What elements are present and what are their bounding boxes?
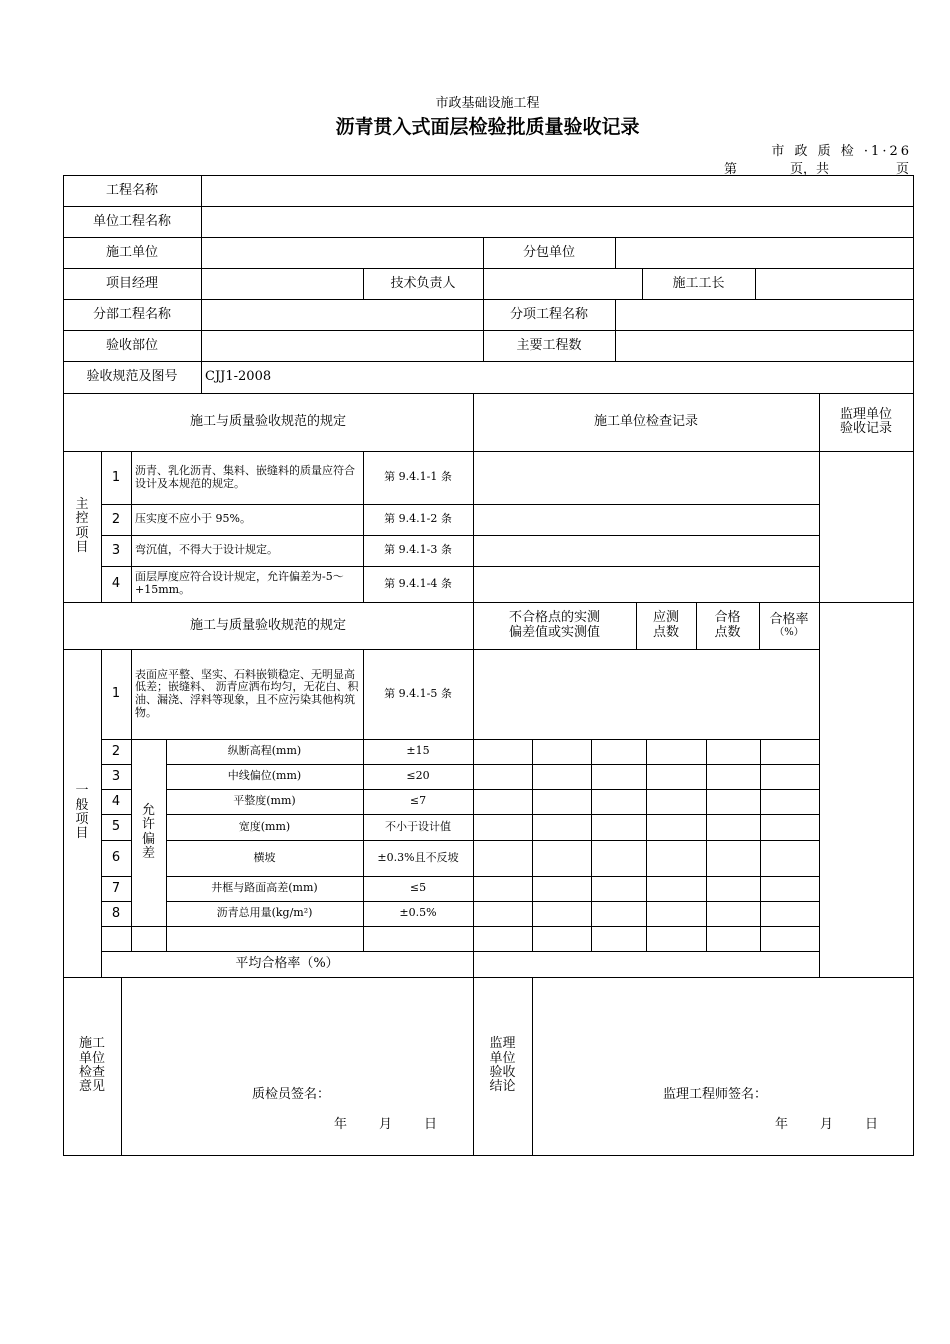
mc-item-2-text: 压实度不应小于 95%。 bbox=[131, 504, 364, 536]
gen-item-1-text: 表面应平整、坚实、石料嵌锁稳定、无明显高低差；嵌缝料、 沥青应洒布均匀，无花白、积 油、漏浇、浮料等现象，且不应污染其他构筑物。 bbox=[131, 649, 364, 740]
supervisor-label-line-3: 验收 bbox=[489, 1065, 516, 1080]
tolerance-char-1: 允 bbox=[141, 802, 155, 818]
avg-pass-rate-value[interactable] bbox=[473, 951, 820, 978]
tol-row-measure-cell[interactable] bbox=[532, 876, 592, 902]
gen-pass-points-line-1: 合格 bbox=[714, 610, 741, 626]
tol-row-measure-cell[interactable] bbox=[759, 876, 820, 902]
tol-row-no: 8 bbox=[101, 901, 132, 927]
tol-row-no: 7 bbox=[101, 876, 132, 902]
tol-row-measure-cell[interactable] bbox=[759, 789, 820, 815]
mc-item-1-clause: 第 9.4.1-1 条 bbox=[363, 451, 474, 505]
mc-item-4-text: 面层厚度应符合设计规定，允许偏差为-5～+15mm。 bbox=[131, 566, 364, 603]
mc-item-1-record[interactable] bbox=[473, 451, 820, 505]
tol-row-measure-cell[interactable] bbox=[473, 739, 533, 765]
tol-row-measure-cell[interactable] bbox=[706, 789, 761, 815]
tol-row-value: ±0.3%且不反坡 bbox=[363, 840, 474, 877]
tolerance-char-2: 许 bbox=[141, 817, 155, 833]
gen-blank-measure-cell[interactable] bbox=[646, 926, 707, 952]
mc-group-label bbox=[63, 451, 102, 603]
tol-row-name: 平整度(mm) bbox=[166, 789, 364, 815]
tol-row-measure-cell[interactable] bbox=[646, 840, 707, 877]
mc-item-4-no: 4 bbox=[101, 566, 132, 603]
gen-pass-rate-line-1: 合格率 bbox=[769, 611, 809, 627]
construction-label-line-1: 施工 bbox=[78, 1036, 105, 1052]
tol-row-measure-cell[interactable] bbox=[706, 764, 761, 790]
tol-row-measure-cell[interactable] bbox=[591, 764, 647, 790]
gen-blank-measure-cell[interactable] bbox=[706, 926, 761, 952]
project-manager-field[interactable] bbox=[201, 268, 364, 300]
form-subtitle: 市政基础设施工程 bbox=[435, 96, 540, 111]
tol-row-name: 宽度(mm) bbox=[166, 814, 364, 841]
mc-group-char-2: 控 bbox=[75, 511, 89, 527]
tol-row-measure-cell[interactable] bbox=[646, 739, 707, 765]
construction-unit-label: 施工单位 bbox=[63, 237, 202, 269]
page-di: 第 bbox=[724, 162, 738, 177]
main-quantity-field[interactable] bbox=[615, 330, 914, 362]
tol-row-measure-cell[interactable] bbox=[532, 901, 592, 927]
gen-blank-value[interactable] bbox=[363, 926, 474, 952]
tol-row-measure-cell[interactable] bbox=[759, 814, 820, 841]
supervisor-conclusion-area[interactable] bbox=[532, 977, 914, 1156]
tol-row-measure-cell[interactable] bbox=[532, 739, 592, 765]
tol-row-measure-cell[interactable] bbox=[532, 789, 592, 815]
gen-blank-name[interactable] bbox=[166, 926, 364, 952]
division-label: 分部工程名称 bbox=[63, 299, 202, 331]
gen-points-line-1: 应测 bbox=[652, 610, 679, 626]
tol-row-measure-cell[interactable] bbox=[591, 840, 647, 877]
mc-item-2-record[interactable] bbox=[473, 504, 820, 536]
gen-item-1-record[interactable] bbox=[473, 649, 820, 740]
tol-row-measure-cell[interactable] bbox=[759, 840, 820, 877]
tol-row-value: 不小于设计值 bbox=[363, 814, 474, 841]
supervisor-year: 年 bbox=[775, 1117, 789, 1132]
mc-item-1-no: 1 bbox=[101, 451, 132, 505]
tol-row-measure-cell[interactable] bbox=[706, 814, 761, 841]
mc-group-char-4: 目 bbox=[75, 539, 89, 555]
tol-row-value: ≤20 bbox=[363, 764, 474, 790]
gen-points-line-2: 点数 bbox=[652, 624, 679, 640]
tol-row-measure-cell[interactable] bbox=[591, 789, 647, 815]
subitem-field[interactable] bbox=[615, 299, 914, 331]
subcontractor-label: 分包单位 bbox=[483, 237, 616, 269]
tol-row-measure-cell[interactable] bbox=[759, 739, 820, 765]
form-title: 沥青贯入式面层检验批质量验收记录 bbox=[335, 116, 640, 138]
acceptance-part-label: 验收部位 bbox=[63, 330, 202, 362]
tol-row-measure-cell[interactable] bbox=[591, 901, 647, 927]
spec-label: 验收规范及图号 bbox=[63, 361, 202, 394]
gen-blank-no bbox=[101, 926, 132, 952]
tol-row-measure-cell[interactable] bbox=[646, 901, 707, 927]
tol-row-measure-cell[interactable] bbox=[646, 876, 707, 902]
gen-pass-points-line-2: 点数 bbox=[714, 624, 741, 640]
gen-group-char-4: 目 bbox=[75, 826, 89, 842]
mc-item-3-record[interactable] bbox=[473, 535, 820, 567]
gen-pass-rate-line-2: （%） bbox=[774, 627, 804, 639]
tol-row-measure-cell[interactable] bbox=[706, 739, 761, 765]
mc-supervisor-line-1: 监理单位 bbox=[839, 406, 892, 422]
tol-row-name: 沥青总用量(kg/m²) bbox=[166, 901, 364, 927]
tol-row-name: 横坡 bbox=[166, 840, 364, 877]
tol-row-measure-cell[interactable] bbox=[473, 814, 533, 841]
mc-item-4-record[interactable] bbox=[473, 566, 820, 603]
gen-measured-line-2: 偏差值或实测值 bbox=[508, 624, 600, 640]
gen-measured-line-1: 不合格点的实测 bbox=[508, 610, 600, 626]
construction-label-line-4: 意见 bbox=[78, 1079, 105, 1095]
mc-item-2-clause: 第 9.4.1-2 条 bbox=[363, 504, 474, 536]
tol-row-measure-cell[interactable] bbox=[646, 814, 707, 841]
mc-supervisor-line-2: 验收记录 bbox=[839, 421, 892, 436]
tech-lead-label: 技术负责人 bbox=[363, 268, 484, 300]
gen-pass-rate-header bbox=[759, 602, 820, 650]
mc-item-4-clause: 第 9.4.1-4 条 bbox=[363, 566, 474, 603]
tol-row-measure-cell[interactable] bbox=[591, 876, 647, 902]
tol-row-name: 井框与路面高差(mm) bbox=[166, 876, 364, 902]
spec-value[interactable]: CJJ1-2008 bbox=[201, 361, 914, 394]
foreman-field[interactable] bbox=[755, 268, 914, 300]
construction-day: 日 bbox=[424, 1117, 438, 1132]
supervisor-label-line-1: 监理 bbox=[489, 1036, 516, 1052]
unit-project-field[interactable] bbox=[201, 206, 914, 238]
avg-pass-rate-label: 平均合格率（%） bbox=[101, 951, 474, 978]
tol-row-measure-cell[interactable] bbox=[473, 876, 533, 902]
gen-blank-measure-cell[interactable] bbox=[591, 926, 647, 952]
tol-row-measure-cell[interactable] bbox=[473, 840, 533, 877]
gen-group-char-2: 般 bbox=[75, 797, 89, 813]
engineer-sign-label: 监理工程师签名： bbox=[663, 1087, 768, 1102]
page-ye: 页 bbox=[896, 162, 910, 177]
tolerance-label bbox=[131, 739, 167, 927]
tolerance-char-3: 偏 bbox=[141, 831, 155, 847]
subcontractor-field[interactable] bbox=[615, 237, 914, 269]
mc-item-3-clause: 第 9.4.1-3 条 bbox=[363, 535, 474, 567]
gen-supervisor-record[interactable] bbox=[819, 602, 914, 978]
construction-label-line-2: 单位 bbox=[78, 1050, 105, 1066]
project-name-field[interactable] bbox=[201, 175, 914, 207]
supervisor-day: 日 bbox=[865, 1117, 879, 1132]
gen-spec-header: 施工与质量验收规范的规定 bbox=[63, 602, 474, 650]
supervisor-label-line-2: 单位 bbox=[489, 1050, 516, 1066]
gen-item-1-clause: 第 9.4.1-5 条 bbox=[363, 649, 474, 740]
tol-row-measure-cell[interactable] bbox=[759, 764, 820, 790]
gen-measured-header bbox=[473, 602, 637, 650]
tol-row-measure-cell[interactable] bbox=[473, 901, 533, 927]
gen-group-label bbox=[63, 649, 102, 978]
tol-row-measure-cell[interactable] bbox=[473, 789, 533, 815]
tol-row-no: 6 bbox=[101, 840, 132, 877]
tol-row-measure-cell[interactable] bbox=[473, 764, 533, 790]
gen-item-1-no: 1 bbox=[101, 649, 132, 740]
supervisor-conclusion-label bbox=[473, 977, 533, 1156]
tol-row-name: 纵断高程(mm) bbox=[166, 739, 364, 765]
tol-row-name: 中线偏位(mm) bbox=[166, 764, 364, 790]
gen-blank-measure-cell[interactable] bbox=[532, 926, 592, 952]
gen-blank-measure-cell[interactable] bbox=[759, 926, 820, 952]
foreman-label: 施工工长 bbox=[642, 268, 756, 300]
tol-row-measure-cell[interactable] bbox=[591, 814, 647, 841]
tol-row-measure-cell[interactable] bbox=[706, 901, 761, 927]
inspector-sign-label: 质检员签名： bbox=[252, 1087, 331, 1102]
gen-blank-measure-cell[interactable] bbox=[473, 926, 533, 952]
mc-item-3-text: 弯沉值，不得大于设计规定。 bbox=[131, 535, 364, 567]
tol-row-value: ±0.5% bbox=[363, 901, 474, 927]
supervisor-label-line-4: 结论 bbox=[489, 1079, 516, 1095]
mc-supervisor-header bbox=[819, 393, 914, 452]
gen-blank-tol bbox=[131, 926, 167, 952]
gen-pass-points-header bbox=[696, 602, 760, 650]
division-field[interactable] bbox=[201, 299, 484, 331]
mc-group-char-1: 主 bbox=[75, 496, 89, 512]
tol-row-no: 3 bbox=[101, 764, 132, 790]
construction-opinion-area[interactable] bbox=[121, 977, 474, 1156]
acceptance-part-field[interactable] bbox=[201, 330, 484, 362]
tech-lead-field[interactable] bbox=[483, 268, 643, 300]
tol-row-measure-cell[interactable] bbox=[646, 789, 707, 815]
tol-row-measure-cell[interactable] bbox=[706, 840, 761, 877]
project-manager-label: 项目经理 bbox=[63, 268, 202, 300]
tol-row-measure-cell[interactable] bbox=[646, 764, 707, 790]
tol-row-measure-cell[interactable] bbox=[532, 764, 592, 790]
mc-spec-header: 施工与质量验收规范的规定 bbox=[63, 393, 474, 452]
mc-item-1-text: 沥青、乳化沥青、集料、嵌缝料的质量应符合设计及本规范的规定。 bbox=[131, 451, 364, 505]
tol-row-no: 2 bbox=[101, 739, 132, 765]
mc-item-3-no: 3 bbox=[101, 535, 132, 567]
tol-row-value: ≤5 bbox=[363, 876, 474, 902]
main-quantity-label: 主要工程数 bbox=[483, 330, 616, 362]
tol-row-measure-cell[interactable] bbox=[759, 901, 820, 927]
page-ye-gong: 页，共 bbox=[790, 162, 830, 177]
tol-row-no: 4 bbox=[101, 789, 132, 815]
tol-row-measure-cell[interactable] bbox=[591, 739, 647, 765]
tol-row-measure-cell[interactable] bbox=[532, 814, 592, 841]
supervisor-month: 月 bbox=[820, 1117, 834, 1132]
tol-row-measure-cell[interactable] bbox=[532, 840, 592, 877]
project-name-label: 工程名称 bbox=[63, 175, 202, 207]
tol-row-value: ±15 bbox=[363, 739, 474, 765]
mc-item-2-no: 2 bbox=[101, 504, 132, 536]
gen-group-char-3: 项 bbox=[75, 812, 89, 827]
unit-project-label: 单位工程名称 bbox=[63, 206, 202, 238]
construction-year: 年 bbox=[334, 1117, 348, 1132]
mc-record-header: 施工单位检查记录 bbox=[473, 393, 820, 452]
gen-group-char-1: 一 bbox=[75, 783, 89, 799]
tol-row-value: ≤7 bbox=[363, 789, 474, 815]
construction-label-line-3: 检查 bbox=[78, 1065, 105, 1080]
construction-opinion-label bbox=[63, 977, 122, 1156]
mc-group-char-3: 项 bbox=[75, 525, 89, 541]
mc-supervisor-record[interactable] bbox=[819, 451, 914, 603]
gen-points-header bbox=[636, 602, 697, 650]
subitem-label: 分项工程名称 bbox=[483, 299, 616, 331]
tol-row-no: 5 bbox=[101, 814, 132, 841]
construction-month: 月 bbox=[379, 1117, 393, 1132]
tol-row-measure-cell[interactable] bbox=[706, 876, 761, 902]
construction-unit-field[interactable] bbox=[201, 237, 484, 269]
form-code: 市 政 质 检 ·1·26 bbox=[771, 144, 912, 159]
tolerance-char-4: 差 bbox=[141, 845, 155, 861]
